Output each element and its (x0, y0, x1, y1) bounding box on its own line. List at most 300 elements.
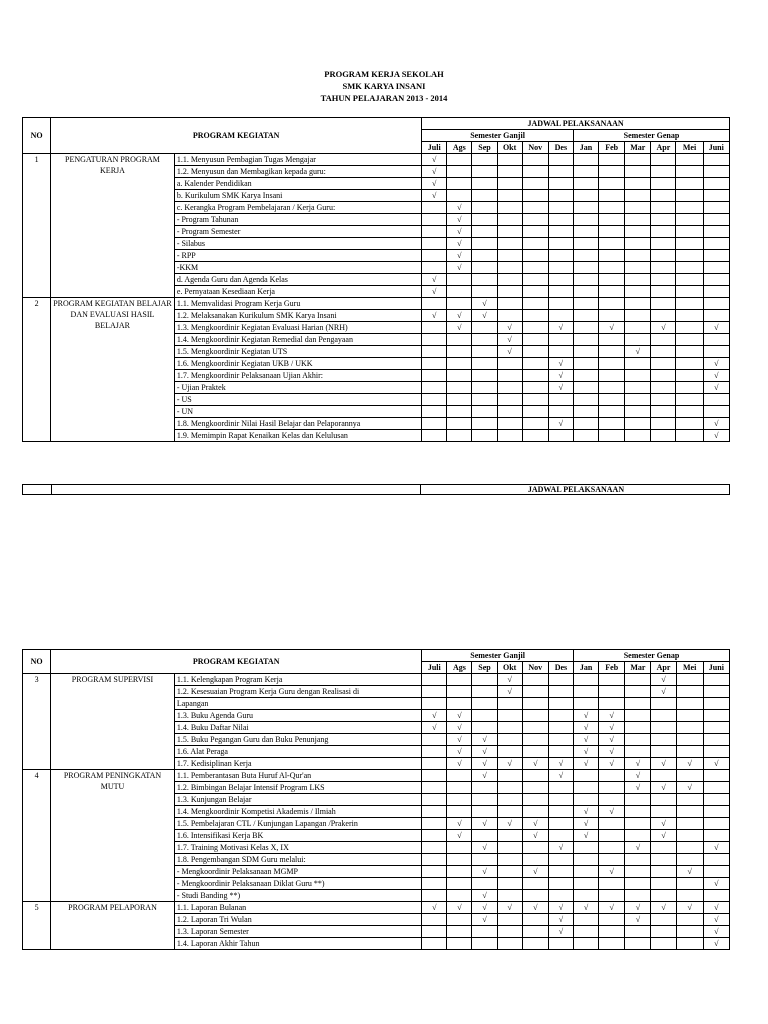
schedule-cell (703, 746, 729, 758)
schedule-cell (676, 830, 703, 842)
schedule-cell (447, 926, 472, 938)
check-mark: √ (472, 310, 497, 322)
schedule-cell (651, 854, 676, 866)
check-mark: √ (651, 902, 676, 914)
month-header: Sep (472, 142, 497, 154)
schedule-cell (625, 878, 651, 890)
check-mark: √ (497, 902, 522, 914)
program-name: PENGATURAN PROGRAM KERJA (51, 154, 175, 298)
schedule-cell (472, 286, 497, 298)
schedule-cell (676, 178, 703, 190)
schedule-cell (522, 890, 548, 902)
schedule-cell (625, 298, 651, 310)
schedule-cell (497, 298, 522, 310)
schedule-cell (599, 854, 625, 866)
schedule-cell (625, 334, 651, 346)
schedule-cell (497, 842, 522, 854)
schedule-cell (422, 830, 447, 842)
schedule-cell (703, 794, 729, 806)
schedule-cell (472, 190, 497, 202)
schedule-table-1 (22, 117, 730, 442)
schedule-cell (522, 154, 548, 166)
program-name: PROGRAM SUPERVISI (51, 674, 175, 770)
schedule-cell (651, 698, 676, 710)
schedule-cell (676, 370, 703, 382)
schedule-cell (497, 310, 522, 322)
schedule-cell (625, 866, 651, 878)
check-mark: √ (522, 866, 548, 878)
schedule-cell (497, 418, 522, 430)
schedule-cell (625, 274, 651, 286)
schedule-cell (548, 154, 573, 166)
activity-text: b. Kurikulum SMK Karya Insani (174, 190, 421, 202)
schedule-cell (497, 154, 522, 166)
schedule-cell (599, 202, 625, 214)
check-mark: √ (625, 842, 651, 854)
schedule-cell (548, 878, 573, 890)
check-mark: √ (472, 914, 497, 926)
check-mark: √ (422, 178, 447, 190)
activity-text: 1.3. Laporan Semester (174, 926, 421, 938)
activity-text: 1.2. Menyusun dan Membagikan kepada guru: (174, 166, 421, 178)
check-mark: √ (703, 382, 729, 394)
schedule-cell (447, 430, 472, 442)
schedule-cell (447, 674, 472, 686)
schedule-cell (703, 346, 729, 358)
schedule-cell (422, 214, 447, 226)
schedule-cell (522, 794, 548, 806)
schedule-cell (599, 226, 625, 238)
activity-text: 1.1. Laporan Bulanan (174, 902, 421, 914)
check-mark: √ (676, 758, 703, 770)
schedule-cell (472, 698, 497, 710)
check-mark: √ (703, 322, 729, 334)
schedule-cell (548, 406, 573, 418)
schedule-cell (422, 674, 447, 686)
schedule-cell (522, 674, 548, 686)
check-mark: √ (472, 758, 497, 770)
schedule-cell (472, 406, 497, 418)
schedule-cell (548, 226, 573, 238)
schedule-cell (625, 322, 651, 334)
activity-text: 1.6. Alat Peraga (174, 746, 421, 758)
check-mark: √ (703, 902, 729, 914)
program-header: PROGRAM KEGIATAN (51, 118, 422, 154)
check-mark: √ (497, 674, 522, 686)
schedule-cell (522, 770, 548, 782)
schedule-cell (497, 394, 522, 406)
table-row (23, 902, 730, 914)
schedule-cell (548, 794, 573, 806)
schedule-cell (497, 286, 522, 298)
schedule-cell (447, 866, 472, 878)
check-mark: √ (522, 902, 548, 914)
check-mark: √ (599, 746, 625, 758)
schedule-cell (676, 202, 703, 214)
schedule-cell (703, 286, 729, 298)
schedule-cell (472, 830, 497, 842)
month-header: Juni (703, 142, 729, 154)
schedule-cell (447, 286, 472, 298)
schedule-cell (522, 854, 548, 866)
schedule-cell (472, 854, 497, 866)
schedule-cell (676, 818, 703, 830)
check-mark: √ (625, 758, 651, 770)
schedule-cell (522, 938, 548, 950)
schedule-cell (676, 154, 703, 166)
schedule-cell (599, 674, 625, 686)
schedule-cell (522, 686, 548, 698)
schedule-cell (497, 734, 522, 746)
activity-text: 1.3. Mengkoordinir Kegiatan Evaluasi Harian (NRH) (174, 322, 421, 334)
month-header: Mar (625, 662, 651, 674)
schedule-cell (676, 394, 703, 406)
schedule-cell (703, 818, 729, 830)
schedule-cell (676, 238, 703, 250)
schedule-cell (625, 190, 651, 202)
schedule-cell (651, 334, 676, 346)
schedule-cell (651, 878, 676, 890)
program-name: PROGRAM KEGIATAN BELAJAR DAN EVALUASI HASIL BELAJAR (51, 298, 175, 442)
schedule-cell (447, 298, 472, 310)
schedule-cell (703, 298, 729, 310)
check-mark: √ (447, 758, 472, 770)
check-mark: √ (574, 746, 599, 758)
schedule-cell (599, 286, 625, 298)
month-header: Juli (422, 142, 447, 154)
schedule-cell (573, 370, 598, 382)
schedule-cell (447, 370, 472, 382)
schedule-cell (676, 926, 703, 938)
schedule-cell (651, 154, 676, 166)
schedule-cell (522, 214, 548, 226)
schedule-cell (599, 334, 625, 346)
schedule-cell (548, 854, 573, 866)
check-mark: √ (651, 322, 676, 334)
check-mark: √ (447, 226, 472, 238)
activity-text: 1.9. Memimpin Rapat Kenaikan Kelas dan Kelulusan (174, 430, 421, 442)
schedule-cell (472, 154, 497, 166)
schedule-cell (422, 226, 447, 238)
row-number: 5 (23, 902, 51, 950)
check-mark: √ (472, 770, 497, 782)
activity-text: 1.4. Mengkoordinir Kegiatan Remedial dan Pengayaan (174, 334, 421, 346)
schedule-cell (447, 154, 472, 166)
schedule-cell (703, 238, 729, 250)
schedule-cell (472, 166, 497, 178)
schedule-cell (422, 914, 447, 926)
schedule-cell (522, 746, 548, 758)
schedule-cell (522, 226, 548, 238)
check-mark: √ (703, 418, 729, 430)
schedule-cell (651, 382, 676, 394)
activity-text: 1.8. Mengkoordinir Nilai Hasil Belajar dan Pelaporannya (174, 418, 421, 430)
check-mark: √ (703, 914, 729, 926)
schedule-cell (422, 854, 447, 866)
schedule-cell (422, 334, 447, 346)
schedule-cell (422, 926, 447, 938)
schedule-cell (472, 722, 497, 734)
check-mark: √ (651, 686, 676, 698)
schedule-cell (422, 418, 447, 430)
schedule-cell (676, 890, 703, 902)
schedule-cell (599, 878, 625, 890)
header-row-semester (23, 650, 730, 662)
schedule-cell (574, 878, 599, 890)
check-mark: √ (599, 806, 625, 818)
schedule-cell (573, 274, 598, 286)
schedule-cell (548, 674, 573, 686)
check-mark: √ (472, 890, 497, 902)
schedule-cell (422, 758, 447, 770)
schedule-cell (497, 214, 522, 226)
schedule-cell (625, 698, 651, 710)
schedule-cell (574, 866, 599, 878)
month-header: Feb (599, 662, 625, 674)
check-mark: √ (447, 830, 472, 842)
schedule-cell (548, 310, 573, 322)
check-mark: √ (703, 878, 729, 890)
activity-text: 1.6. Intensifikasi Kerja BK (174, 830, 421, 842)
schedule-cell (472, 322, 497, 334)
month-header: Mar (625, 142, 651, 154)
schedule-cell (422, 770, 447, 782)
schedule-cell (422, 322, 447, 334)
schedule-cell (447, 178, 472, 190)
month-header: Des (548, 662, 573, 674)
schedule-cell (676, 286, 703, 298)
schedule-cell (676, 250, 703, 262)
schedule-cell (522, 842, 548, 854)
schedule-cell (422, 866, 447, 878)
check-mark: √ (548, 322, 573, 334)
schedule-cell (573, 358, 598, 370)
schedule-cell (676, 190, 703, 202)
schedule-cell (599, 154, 625, 166)
schedule-cell (422, 358, 447, 370)
schedule-cell (522, 202, 548, 214)
schedule-cell (625, 938, 651, 950)
check-mark: √ (599, 866, 625, 878)
check-mark: √ (548, 902, 573, 914)
program-header: PROGRAM KEGIATAN (51, 650, 422, 674)
schedule-cell (703, 698, 729, 710)
activity-text: 1.1. Memvalidasi Program Kerja Guru (174, 298, 421, 310)
schedule-cell (574, 770, 599, 782)
schedule-cell (522, 334, 548, 346)
month-header: Nov (522, 662, 548, 674)
schedule-cell (703, 190, 729, 202)
activity-text: c. Kerangka Program Pembelajaran / Kerja Guru: (174, 202, 421, 214)
schedule-cell (472, 226, 497, 238)
schedule-cell (422, 842, 447, 854)
schedule-cell (676, 382, 703, 394)
schedule-cell (676, 358, 703, 370)
schedule-cell (573, 214, 598, 226)
schedule-cell (651, 178, 676, 190)
month-header: Okt (497, 662, 522, 674)
activity-text: 1.3. Buku Agenda Guru (174, 710, 421, 722)
schedule-cell (599, 418, 625, 430)
schedule-cell (472, 430, 497, 442)
schedule-cell (703, 830, 729, 842)
check-mark: √ (447, 250, 472, 262)
schedule-cell (625, 722, 651, 734)
schedule-cell (522, 250, 548, 262)
doc-title-line2: SMK KARYA INSANI (342, 81, 426, 91)
check-mark: √ (703, 758, 729, 770)
schedule-cell (548, 806, 573, 818)
check-mark: √ (651, 758, 676, 770)
schedule-cell (472, 370, 497, 382)
schedule-cell (703, 394, 729, 406)
schedule-cell (574, 782, 599, 794)
schedule-cell (625, 202, 651, 214)
schedule-cell (472, 262, 497, 274)
schedule-cell (676, 214, 703, 226)
check-mark: √ (548, 382, 573, 394)
check-mark: √ (703, 938, 729, 950)
doc-title-line3: TAHUN PELAJARAN 2013 - 2014 (320, 93, 448, 103)
schedule-cell (472, 794, 497, 806)
schedule-cell (573, 418, 598, 430)
month-header: Juli (422, 662, 447, 674)
schedule-cell (497, 262, 522, 274)
schedule-cell (548, 710, 573, 722)
row-number: 3 (23, 674, 51, 770)
check-mark: √ (676, 782, 703, 794)
schedule-cell (422, 370, 447, 382)
schedule-cell (651, 358, 676, 370)
schedule-cell (422, 746, 447, 758)
schedule-cell (574, 698, 599, 710)
schedule-cell (703, 250, 729, 262)
schedule-cell (651, 806, 676, 818)
schedule-cell (676, 686, 703, 698)
schedule-cell (703, 310, 729, 322)
check-mark: √ (548, 926, 573, 938)
activity-text: - Program Semester (174, 226, 421, 238)
schedule-cell (548, 686, 573, 698)
check-mark: √ (522, 818, 548, 830)
check-mark: √ (599, 758, 625, 770)
schedule-cell (625, 178, 651, 190)
schedule-cell (497, 382, 522, 394)
schedule-cell (625, 238, 651, 250)
schedule-cell (676, 794, 703, 806)
schedule-cell (574, 938, 599, 950)
schedule-cell (497, 866, 522, 878)
check-mark: √ (522, 830, 548, 842)
check-mark: √ (548, 914, 573, 926)
schedule-cell (447, 346, 472, 358)
activity-text: - Ujian Praktek (174, 382, 421, 394)
schedule-cell (522, 418, 548, 430)
schedule-cell (573, 262, 598, 274)
schedule-cell (651, 190, 676, 202)
check-mark: √ (703, 926, 729, 938)
schedule-cell (472, 938, 497, 950)
schedule-cell (651, 310, 676, 322)
schedule-cell (625, 926, 651, 938)
schedule-cell (497, 806, 522, 818)
activity-text: Lapangan (174, 698, 421, 710)
schedule-cell (676, 310, 703, 322)
schedule-cell (703, 806, 729, 818)
schedule-cell (573, 154, 598, 166)
activity-text: - Silabus (174, 238, 421, 250)
schedule-cell (548, 274, 573, 286)
schedule-cell (651, 250, 676, 262)
schedule-cell (703, 406, 729, 418)
schedule-cell (651, 394, 676, 406)
schedule-cell (573, 238, 598, 250)
schedule-cell (548, 734, 573, 746)
schedule-cell (472, 674, 497, 686)
check-mark: √ (447, 746, 472, 758)
schedule-cell (447, 698, 472, 710)
schedule-cell (625, 806, 651, 818)
schedule-cell (625, 262, 651, 274)
schedule-cell (676, 698, 703, 710)
schedule-cell (625, 430, 651, 442)
schedule-cell (651, 734, 676, 746)
schedule-cell (651, 346, 676, 358)
check-mark: √ (651, 830, 676, 842)
schedule-cell (447, 274, 472, 286)
schedule-cell (548, 938, 573, 950)
schedule-cell (599, 394, 625, 406)
schedule-cell (422, 406, 447, 418)
check-mark: √ (447, 710, 472, 722)
schedule-cell (676, 406, 703, 418)
check-mark: √ (447, 734, 472, 746)
schedule-cell (548, 346, 573, 358)
schedule-cell (522, 698, 548, 710)
check-mark: √ (422, 190, 447, 202)
month-header: Mei (676, 662, 703, 674)
schedule-cell (497, 782, 522, 794)
check-mark: √ (548, 758, 573, 770)
schedule-cell (548, 890, 573, 902)
check-mark: √ (422, 722, 447, 734)
schedule-cell (497, 926, 522, 938)
schedule-cell (447, 890, 472, 902)
schedule-cell (447, 382, 472, 394)
check-mark: √ (625, 782, 651, 794)
check-mark: √ (599, 322, 625, 334)
activity-text: 1.1. Kelengkapan Program Kerja (174, 674, 421, 686)
check-mark: √ (447, 818, 472, 830)
schedule-cell (676, 274, 703, 286)
schedule-cell (703, 166, 729, 178)
schedule-cell (422, 698, 447, 710)
month-header: Des (548, 142, 573, 154)
schedule-cell (573, 346, 598, 358)
schedule-cell (497, 358, 522, 370)
check-mark: √ (676, 902, 703, 914)
check-mark: √ (472, 746, 497, 758)
activity-text: 1.1. Pemberantasan Buta Huruf Al-Qur'an (174, 770, 421, 782)
schedule-cell (625, 226, 651, 238)
schedule-cell (447, 806, 472, 818)
schedule-cell (522, 914, 548, 926)
check-mark: √ (574, 710, 599, 722)
row-number: 2 (23, 298, 51, 442)
schedule-cell (522, 190, 548, 202)
schedule-cell (703, 178, 729, 190)
schedule-cell (599, 818, 625, 830)
